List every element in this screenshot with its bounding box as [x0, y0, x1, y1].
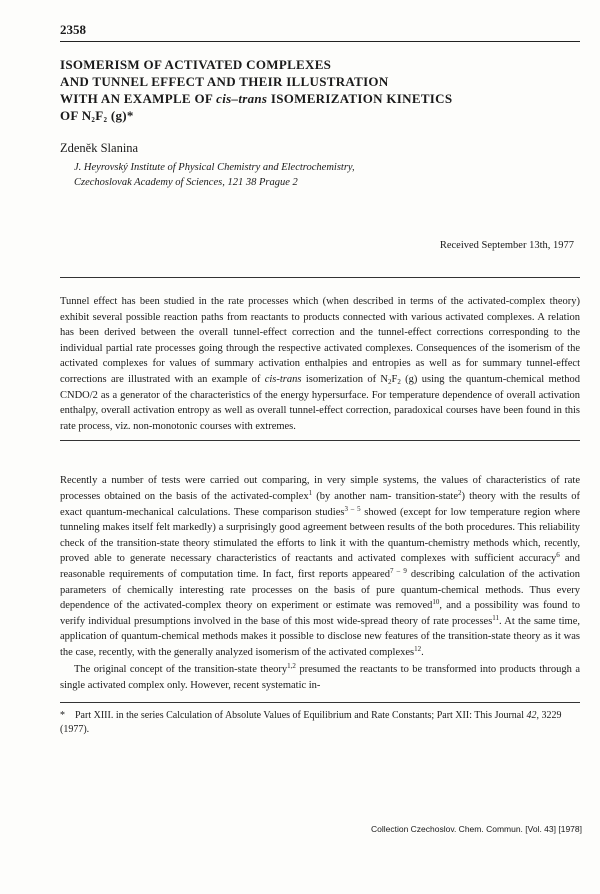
body-span: ) theory with the results of exact quantum-mechanical calculations. These comparison studies — [60, 490, 580, 518]
affiliation-line-1: J. Heyrovský Institute of Physical Chemistry and Electrochemistry, — [74, 162, 355, 173]
body-text — [60, 473, 580, 693]
abstract-italic: cis-trans — [264, 373, 302, 385]
body-span: showed (except for low temperature region where tunneling makes itself felt markedly) a surprisingly good agreement between results of the both procedures. This reliability check of the transition-state theory stimulated the efforts to link it with the quantum-chemistry methods which, recently, proved able to generate necessary characteristics of reactants and activated complexes with sufficient accuracy — [60, 506, 580, 565]
page — [60, 22, 580, 737]
footnote — [60, 709, 580, 737]
citation: 1 — [308, 488, 313, 497]
citation: 3 – 5 — [344, 504, 361, 513]
affiliation — [74, 160, 580, 190]
title-text: ISOMERIZATION KINETICS — [267, 91, 453, 106]
body-span: and reasonable requirements of computation time. In fact, first reports appeared — [60, 553, 580, 580]
title-line-1: ISOMERISM OF ACTIVATED COMPLEXES — [60, 57, 332, 72]
title-line-3 — [60, 90, 580, 107]
body-span: The original concept of the transition-state theory — [74, 664, 288, 676]
citation: 10 — [432, 598, 440, 607]
title-line-2: AND TUNNEL EFFECT AND THEIR ILLUSTRATION — [60, 74, 389, 89]
subscript: 2 — [103, 116, 108, 124]
title-text: OF N — [60, 108, 92, 123]
body-span: . — [421, 646, 424, 658]
abstract-text: isomerization of N — [301, 373, 388, 385]
received-date: Received September 13th, 1977 — [439, 240, 574, 251]
citation: 2 — [457, 488, 462, 497]
footnote-italic: 42, — [526, 709, 540, 721]
citation: 7 – 9 — [389, 566, 407, 575]
paragraph-2 — [60, 662, 580, 693]
title-italic: cis–trans — [216, 91, 268, 106]
paragraph-1 — [60, 473, 580, 660]
body-span: presumed the reactants to be transformed into products through a single activated complex only. However, recent systematic in- — [60, 664, 580, 692]
affiliation-line-2: Czechoslovak Academy of Sciences, 121 38 Prague 2 — [74, 177, 298, 188]
page-number: 2358 — [60, 22, 86, 37]
title-text: (g)* — [107, 108, 134, 123]
abstract-rule-bottom — [60, 440, 580, 441]
abstract-text: Tunnel effect has been studied in the rate processes which (when described in terms of the activated-complex theory) exhibit several possible reaction paths from reactants to products connected with various activated complexes. A relation has been derived between the overall tunnel-effect correction and the tunnel-effect corrections corresponding to the individual partial rate processes going through the respective activated complexes. Consequences of the isomerism of the activated complexes for values of summary activation enthalpies and entropies as well as for summary tunnel-effect corrections are illustrated with an example of — [60, 296, 580, 385]
citation: 11 — [492, 613, 500, 622]
footnote-rule — [60, 702, 580, 703]
title-line-4 — [60, 107, 580, 124]
subscript: 2 — [91, 116, 96, 124]
footnote-text: 3229 (1977). — [60, 709, 562, 735]
title-text: F — [95, 108, 104, 123]
subscript: 2 — [397, 377, 401, 386]
citation: 12 — [414, 644, 422, 653]
citation: 1,2 — [287, 662, 296, 671]
footnote-marker: * — [60, 709, 65, 721]
citation: 6 — [556, 551, 560, 560]
body-span: . At the same time, application of quantum-chemical methods makes it possible to disclose new features of the transition-state theory as it was the case, recently, with the generally analyzed isomerism of the activated complexes — [60, 615, 580, 658]
title-text: WITH AN EXAMPLE OF — [60, 91, 217, 106]
abstract-text: (g) using the quantum-chemical method CNDO/2 as a generator of the characteristics of the energy hypersurface. For temperature dependence of overall activation enthalpy, overall activation entropy as well as overall tunnel-effect correction, paradoxical courses have been found in this rate process, viz. non-monotonic courses with extremes. — [60, 373, 581, 432]
abstract — [60, 294, 580, 434]
body-span: Recently a number of tests were carried out comparing, in very simple systems, the values of characteristics of rate processes obtained on the basis of the activated-complex — [60, 475, 580, 502]
footnote-text: Part XIII. in the series Calculation of Absolute Values of Equilibrium and Rate Constants; Part XII: This Journal — [75, 709, 527, 721]
journal-footer: Collection Czechoslov. Chem. Commun. [Vol. 43] [1978] — [370, 824, 582, 834]
article-title — [60, 56, 580, 124]
author: Zdeněk Slanina — [60, 141, 139, 155]
top-rule — [60, 41, 580, 42]
abstract-text: F — [391, 373, 398, 385]
body-span: describing calculation of the activation parameters of chemically interesting rate processes on the basis of pure quantum-chemical methods. Thus every dependence of the activated-complex theory on experiment or estimate was removed — [60, 568, 580, 612]
body-span: (by another nam- transition-state — [312, 490, 458, 502]
abstract-rule-top — [60, 277, 580, 278]
subscript: 2 — [388, 377, 392, 386]
body-span: , and a possibility was found to verify individual presumptions involved in the base of this most wide-spread theory of rate processes — [60, 600, 581, 627]
